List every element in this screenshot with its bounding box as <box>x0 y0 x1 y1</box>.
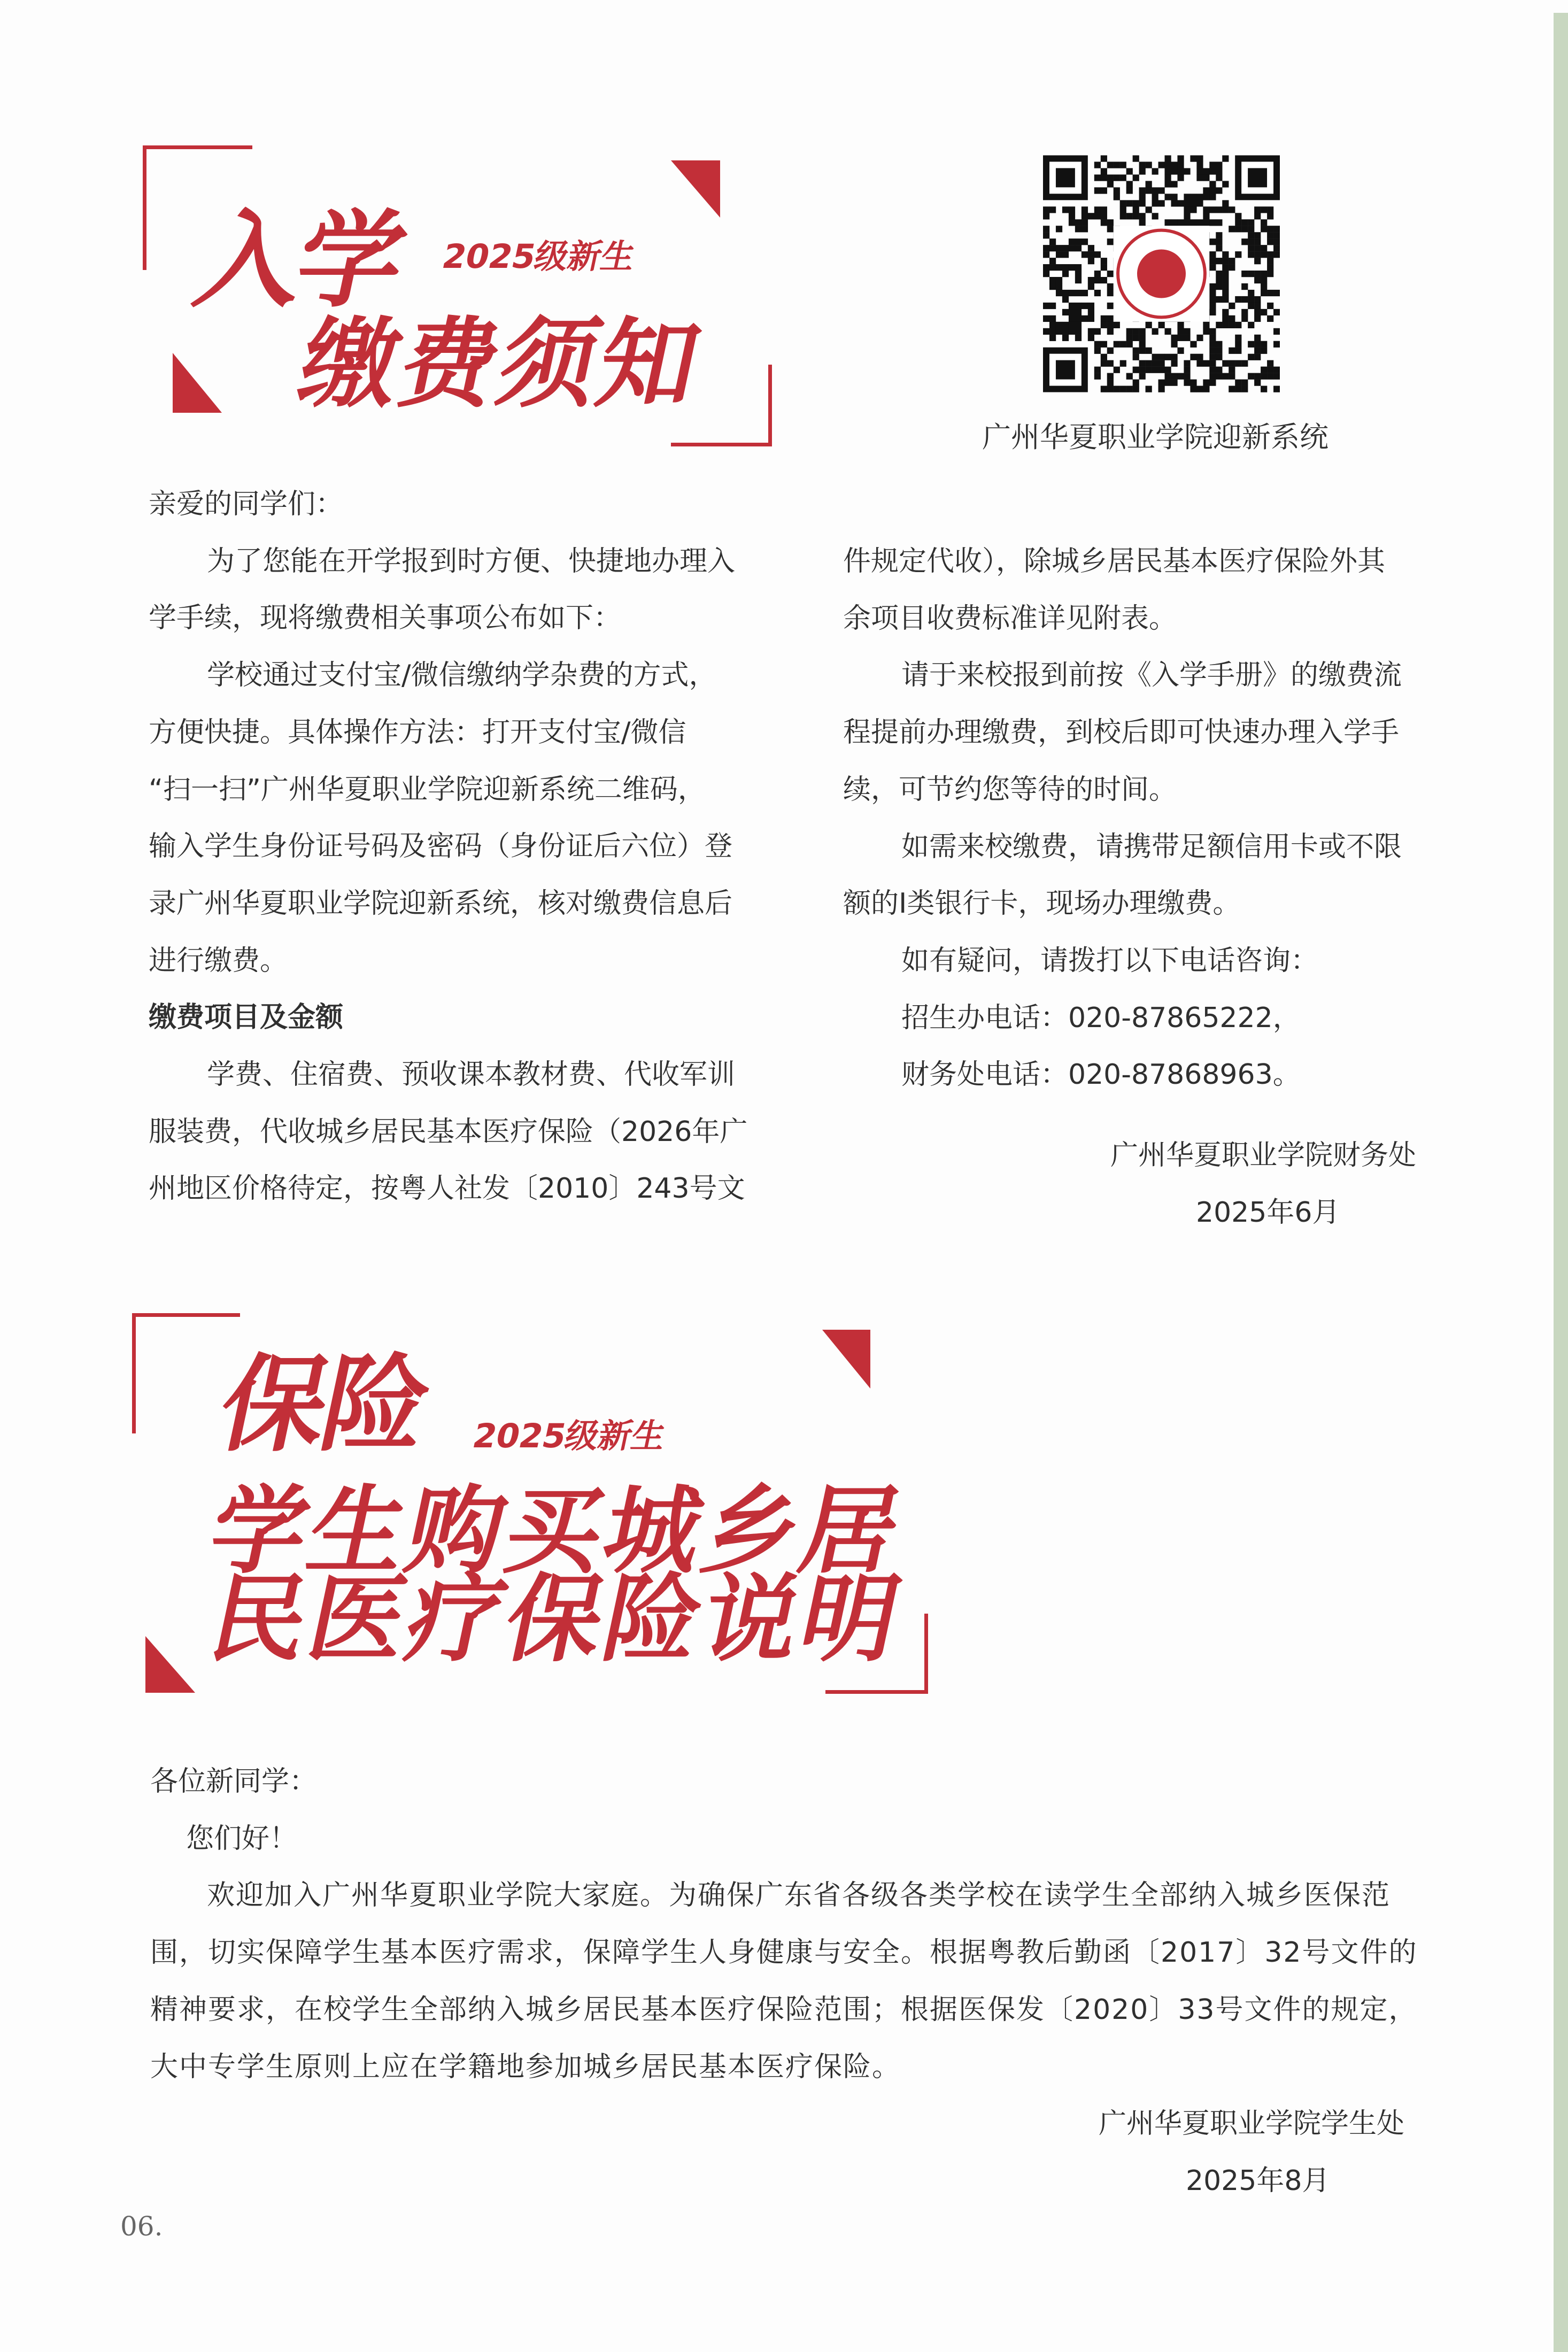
section-heading: 缴费项目及金额 <box>149 1001 344 1034</box>
paragraph-line: 额的Ⅰ类银行卡，现场办理缴费。 <box>843 888 1241 920</box>
page-number: 06. <box>120 2211 163 2242</box>
paragraph-line: 精神要求，在校学生全部纳入城乡居民基本医疗保险范围；根据医保发〔2020〕33号文件的规定， <box>150 1993 1418 2026</box>
title-insurance-line2: 民医疗保险说明 <box>200 1564 913 1675</box>
frame-corner-bottom-right-v <box>924 1614 928 1694</box>
qr-caption: 广州华夏职业学院迎新系统 <box>982 420 1328 454</box>
paragraph-line: 州地区价格待定，按粤人社发〔2010〕243号文 <box>149 1173 745 1205</box>
paragraph-line: 服装费，代收城乡居民基本医疗保险（2026年广 <box>149 1115 748 1148</box>
title-insurance-line1: 学生购买城乡居 <box>200 1476 913 1586</box>
paragraph-line: 输入学生身份证号码及密码（身份证后六位）登 <box>149 830 733 863</box>
paragraph-line: 如有疑问，请拨打以下电话咨询： <box>901 944 1319 977</box>
title-enrollment: 入学 <box>185 200 413 322</box>
frame-corner-top-left-v <box>132 1313 136 1433</box>
fee-notice-right-column <box>843 533 1402 1104</box>
paragraph-line: 围，切实保障学生基本医疗需求，保障学生人身健康与安全。根据粤教后勤函〔2017〕32号文件的 <box>150 1937 1418 1969</box>
student-office-date: 2025年8月 <box>1186 2165 1330 2197</box>
greeting-hello: 您们好！ <box>186 1822 298 1855</box>
paragraph-line: 续，可节约您等待的时间。 <box>843 773 1177 806</box>
red-triangle-top-right <box>671 160 720 218</box>
paragraph-line: 亲爱的同学们： <box>149 488 344 520</box>
frame-corner-top-left-h <box>132 1313 240 1317</box>
paragraph-line: 招生办电话：020-87865222， <box>901 1001 1301 1034</box>
paragraph-line: 欢迎加入广州华夏职业学院大家庭。为确保广东省各级各类学校在读学生全部纳入城乡医保范 <box>207 1879 1391 1912</box>
student-office-signature: 广州华夏职业学院学生处 <box>1099 2108 1405 2140</box>
fee-notice-left-column <box>149 476 747 1217</box>
title-tag-2025: 2025级新生 <box>469 1416 670 1455</box>
qr-code-image <box>1043 155 1280 393</box>
paragraph-line: 如需来校缴费，请携带足额信用卡或不限 <box>901 830 1402 863</box>
paragraph-line: 程提前办理缴费，到校后即可快速办理入学手 <box>843 716 1400 749</box>
paragraph-line: 学校通过支付宝/微信缴纳学杂费的方式， <box>207 659 717 692</box>
insurance-body <box>150 1753 1418 2095</box>
frame-corner-bottom-right-v <box>768 365 772 446</box>
paragraph-line: 财务处电话：020-87868963。 <box>901 1059 1301 1091</box>
frame-corner-bottom-right-h <box>825 1690 928 1694</box>
paragraph-line: 方便快捷。具体操作方法：打开支付宝/微信 <box>149 716 686 749</box>
red-triangle-top-right <box>822 1330 870 1389</box>
paragraph-line: 学费、住宿费、预收课本教材费、代收军训 <box>207 1059 736 1091</box>
greeting: 各位新同学： <box>150 1765 318 1798</box>
frame-corner-top-left-v <box>143 145 146 270</box>
paragraph-line: 学手续，现将缴费相关事项公布如下： <box>149 602 622 635</box>
paragraph-line: 大中专学生原则上应在学籍地参加城乡居民基本医疗保险。 <box>150 2050 901 2083</box>
red-triangle-bottom-left <box>145 1636 195 1693</box>
paragraph-line: 为了您能在开学报到时方便、快捷地办理入 <box>207 545 736 577</box>
paragraph-line: 件规定代收），除城乡居民基本医疗保险外其 <box>843 545 1386 577</box>
finance-office-signature: 广州华夏职业学院财务处 <box>1110 1139 1417 1171</box>
paragraph-line: 余项目收费标准详见附表。 <box>843 602 1177 635</box>
side-color-bar <box>1554 13 1568 2352</box>
red-triangle-bottom-left <box>173 353 222 413</box>
paragraph-line: 请于来校报到前按《入学手册》的缴费流 <box>901 659 1402 692</box>
paragraph-line: “扫一扫”广州华夏职业学院迎新系统二维码， <box>149 773 706 806</box>
frame-corner-top-left-h <box>143 145 252 149</box>
title-fee-notice: 缴费须知 <box>289 307 712 421</box>
paragraph-line: 进行缴费。 <box>149 944 288 977</box>
finance-office-date: 2025年6月 <box>1196 1197 1340 1229</box>
frame-corner-bottom-right-h <box>671 443 772 446</box>
title-tag-2025: 2025级新生 <box>438 237 639 276</box>
paragraph-line: 录广州华夏职业学院迎新系统，核对缴费信息后 <box>149 887 733 920</box>
title-insurance: 保险 <box>209 1344 439 1466</box>
